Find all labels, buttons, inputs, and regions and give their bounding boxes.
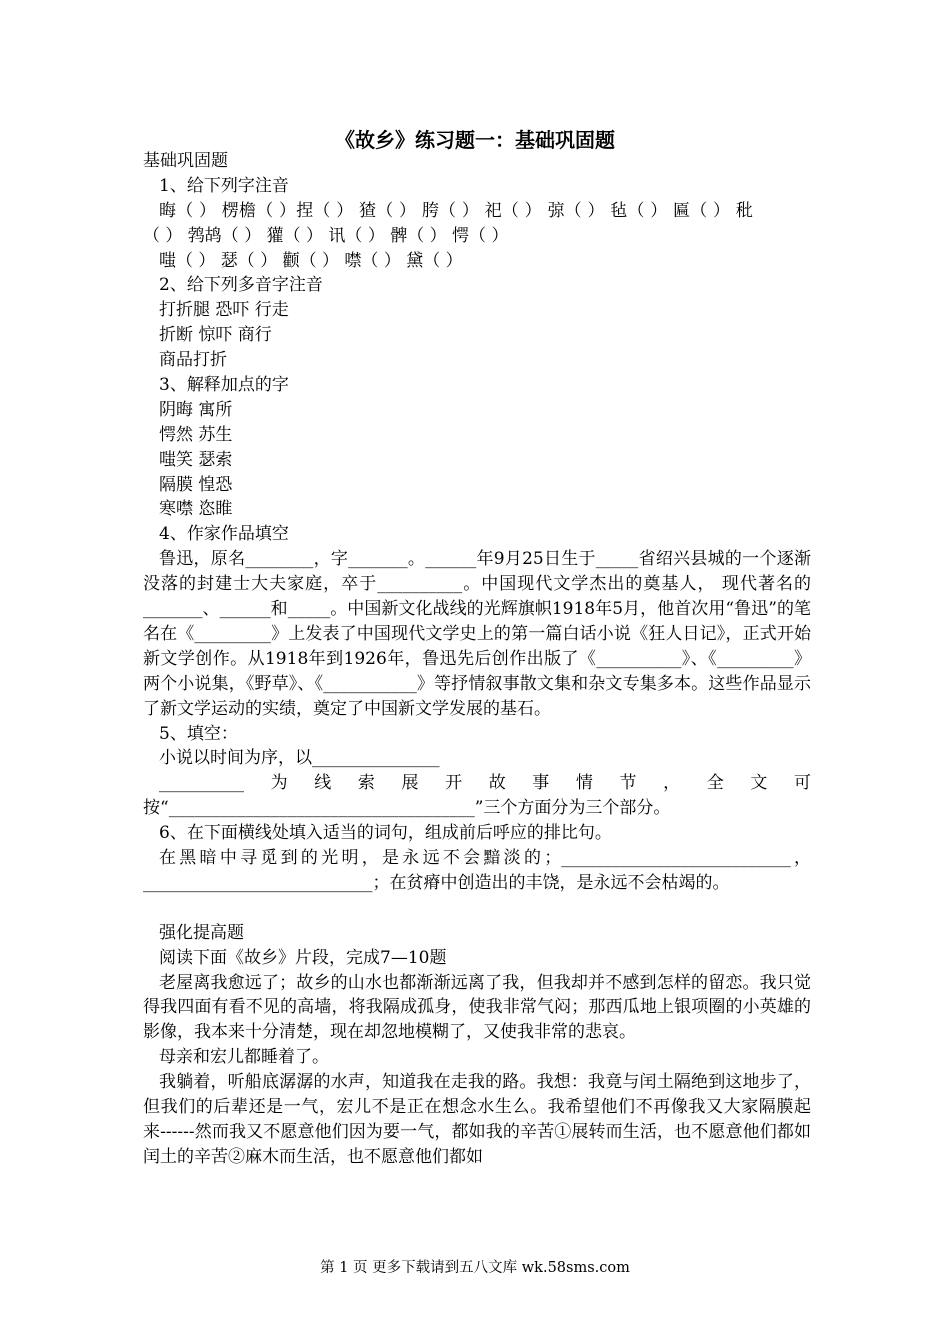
question-3-line-4: 隔膜 惶恐 (159, 474, 233, 495)
question-3-line-5: 寒噤 恣睢 (159, 499, 233, 520)
passage-paragraph-1: 老屋离我愈远了；故乡的山水也都渐渐远离了我，但我却并不感到怎样的留恋。我只觉得我四面有看不见的高墙，将我隔成孤身，使我非常气闷；那西瓜地上银项圈的小英雄的影像，我本来十分清楚，现在却忽地模糊了，又使我非常的悲哀。 (143, 972, 811, 1043)
question-2-line-2: 折断 惊吓 商行 (159, 325, 272, 346)
question-1-line-1: 晦（ ） 楞檐（ ）捏（ ） 猹（ ） 胯（ ） 祀（ ） 弶（ ） 毡（ ） 匾（ ） 秕 (159, 200, 754, 221)
section-heading-advanced: 强化提高题 (159, 922, 244, 943)
question-3-line-3: 嗤笑 瑟索 (159, 449, 233, 470)
document-title: 《故乡》练习题一：基础巩固题 (335, 128, 615, 152)
question-1-line-3: 嗤（ ） 瑟（ ） 颧（ ） 噤（ ） 黛（ ） (159, 250, 463, 271)
question-3-title: 3、解释加点的字 (159, 375, 289, 396)
document-body (143, 149, 811, 1170)
question-4-title: 4、作家作品填空 (159, 524, 289, 545)
blank-line (143, 896, 811, 921)
passage-paragraph-3: 我躺着，听船底潺潺的水声，知道我在走我的路。我想：我竟与闰土隔绝到这地步了，但我们的后辈还是一气，宏儿不是正在想念水生么。我希望他们不再像我又大家隔膜起来------然而我又不愿意他们因为要一气，都如我的辛苦①展转而生活，也不愿意他们都如闰土的辛苦②麻木而生活，也不愿意他们都如 (143, 1072, 811, 1167)
question-4-paragraph: 鲁迅，原名________，字_______。______年9月25日生于_____省绍兴县城的一个逐渐没落的封建士大夫家庭，卒于__________。中国现代文学杰出的奠基人， 现代著名的_______、______和_____。中国新文化战线的光辉旗帜1918年5月，他首次用“鲁迅”的笔名在《_________》上发表了中国现代文学史上的第一篇白话小说《狂人日记》，正式开始新文学创作。从1918年到1926年，鲁迅先后创作出版了《__________》、《_________》两个小说集，《野草》、《___________》等抒情叙事散文集和杂文专集多本。这些作品显示了新文学运动的实绩，奠定了中国新文学发展的基石。 (143, 549, 811, 719)
question-5-paragraph: __________为线索展开故事情节，全文可按“____________________________________”三个方面分为三个部分。 (143, 773, 811, 819)
question-2-line-1: 打折腿 恐吓 行走 (159, 300, 289, 321)
question-1-line-2: （ ） 鹁鸪（ ） 獾（ ） 讯（ ） 髀（ ） 愕（ ） (143, 225, 509, 246)
question-6-paragraph: 在黑暗中寻觅到的光明，是永远不会黯淡的；___________________________，___________________________；在贫瘠中创造出的丰饶，是永远不会枯竭的。 (143, 848, 811, 893)
passage-paragraph-2: 母亲和宏儿都睡着了。 (159, 1047, 329, 1068)
question-2-title: 2、给下列多音字注音 (159, 275, 323, 296)
question-1-title: 1、给下列字注音 (159, 175, 289, 196)
question-3-line-1: 阴晦 寓所 (159, 399, 233, 420)
question-6-title: 6、在下面横线处填入适当的词句，组成前后呼应的排比句。 (159, 823, 612, 844)
page-footer: 第 1 页 更多下载请到五八文库 wk.58sms.com (320, 1260, 630, 1276)
reading-instruction: 阅读下面《故乡》片段，完成7—10题 (159, 947, 447, 968)
section-heading-basic: 基础巩固题 (143, 151, 228, 171)
question-2-line-3: 商品打折 (159, 350, 227, 371)
question-5-line-1: 小说以时间为序，以_______________ (159, 748, 440, 769)
question-3-line-2: 愕然 苏生 (159, 424, 233, 445)
question-5-title: 5、填空： (159, 723, 238, 744)
